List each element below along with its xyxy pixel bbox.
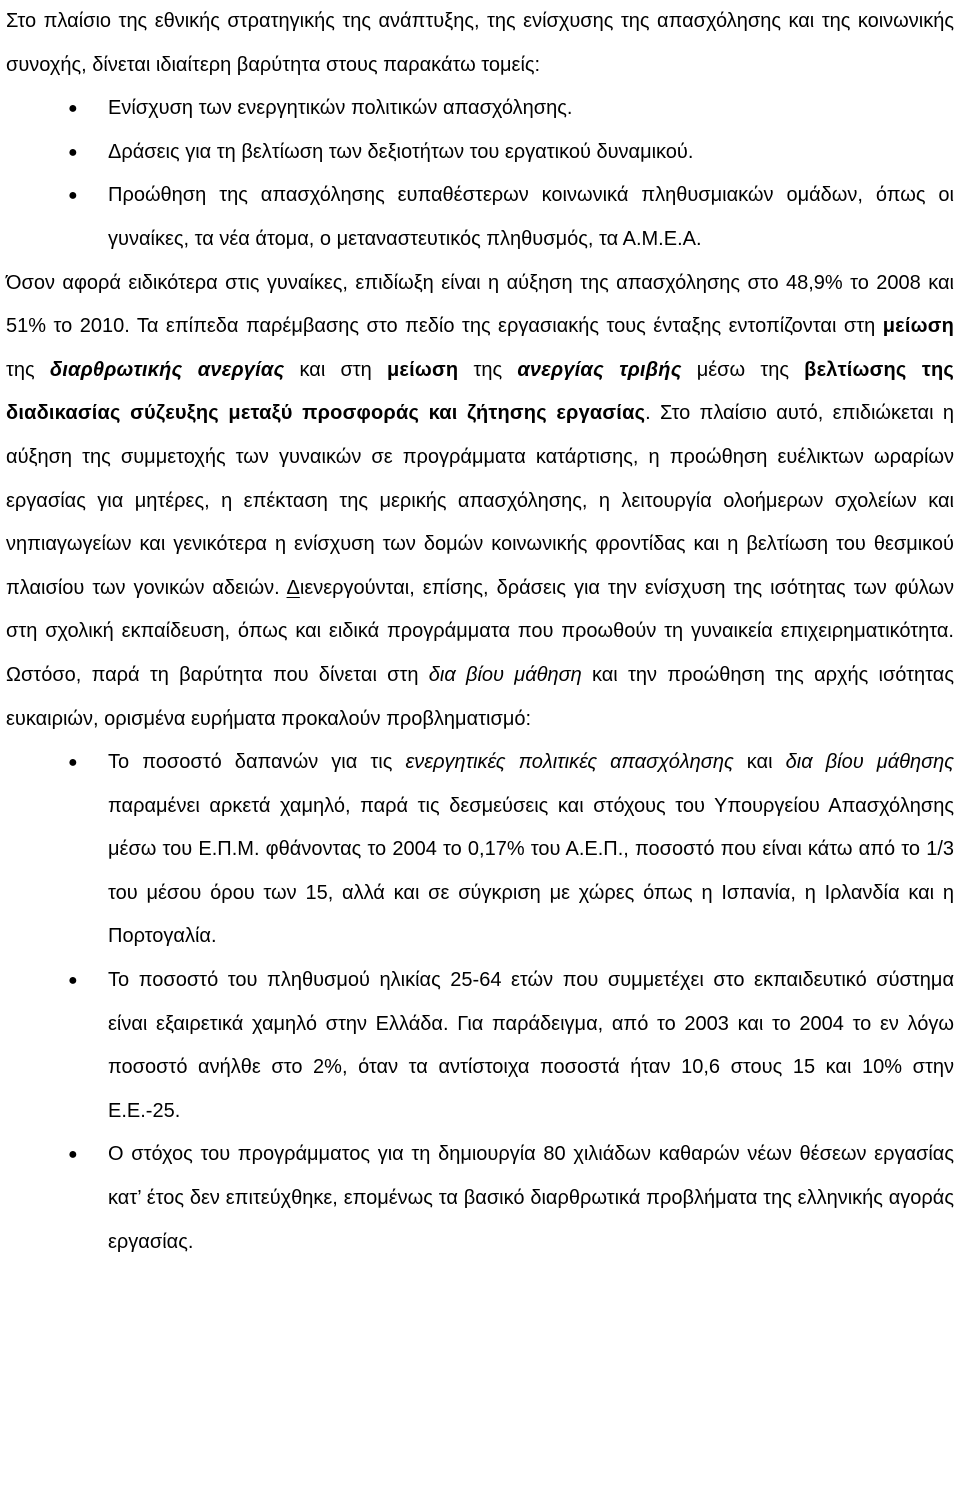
list-item — [6, 131, 954, 175]
priority-list — [6, 87, 954, 261]
list-item-text: Ο στόχος του προγράμματος για τη δημιουργία 80 χιλιάδων καθαρών νέων θέσεων εργασίας κατ’ έτος δεν επιτεύχθηκε, επομένως τα βασικό διαρθρωτικά προβλήματα της ελληνικής αγοράς εργασίας. — [108, 1143, 954, 1253]
text-run: και στη — [284, 358, 387, 381]
italic-text: δια βίου μάθησης — [785, 751, 955, 774]
document-page — [6, 0, 954, 1264]
text-run: Όσον αφορά ειδικότερα στις γυναίκες, επιδίωξη είναι η αύξηση της απασχόλησης στο 48,9% το 2008 και 51% το 2010. Τα επίπεδα παρέμβασης στο πεδίο της εργασιακής τους ένταξης εντοπίζονται στη — [6, 271, 954, 338]
text-run: . Στο πλαίσιο αυτό, επιδιώκεται η αύξηση της συμμετοχής των γυναικών σε προγράμματα κατάρτισης, η προώθηση ευέλικτων ωραρίων εργασίας για μητέρες, η επέκταση της μερικής απασχόλησης, η λειτουργία ολοήμερων σχολείων και νηπιαγωγείων και γενικότερα η ενίσχυση των δομών κοινωνικής φροντίδας και η βελτίωση του θεσμικού πλαισίου των γονικών αδειών. — [6, 402, 954, 599]
text-run: της — [458, 358, 518, 381]
list-item — [6, 174, 954, 261]
text-run: της — [6, 358, 50, 381]
women-employment-paragraph — [6, 262, 954, 742]
list-item — [6, 959, 954, 1133]
text-run: και — [733, 751, 786, 774]
list-item — [6, 741, 954, 959]
italic-text: δια βίου μάθηση — [428, 663, 582, 686]
bullet-dot-icon: ● — [68, 972, 78, 990]
text-run: μέσω της — [681, 358, 805, 381]
text-run: Το ποσοστό δαπανών για τις — [108, 751, 406, 774]
list-item-text — [108, 751, 954, 947]
bold-italic-text: διαρθρωτικής ανεργίας — [49, 358, 285, 381]
list-item-text: Το ποσοστό του πληθυσμού ηλικίας 25-64 ετών που συμμετέχει στο εκπαιδευτικό σύστημα είναι εξαιρετικά χαμηλό στην Ελλάδα. Για παράδειγμα, από το 2003 και το 2004 το εν λόγω ποσοστό ανήλθε στο 2%, όταν τα αντίστοιχα ποσοστά ήταν 10,6 στους 15 και 10% στην Ε.Ε.-25. — [108, 969, 954, 1122]
list-item-text: Ενίσχυση των ενεργητικών πολιτικών απασχόλησης. — [108, 97, 573, 120]
underlined-text: Δ — [286, 576, 300, 599]
text-run: ιενεργούνται, επίσης, δράσεις για την ενίσχυση της ισότητας των φύλων στη σχολική εκπαίδευση, όπως και ειδικά προγράμματα που προωθούν τη γυναικεία επιχειρηματικότητα. Ωστόσο, παρά τη βαρύτητα που δίνεται στη — [6, 576, 955, 686]
list-item-text: Προώθηση της απασχόλησης ευπαθέστερων κοινωνικά πληθυσμιακών ομάδων, όπως οι γυναίκες, τα νέα άτομα, ο μεταναστευτικός πληθυσμός, τα Α.Μ.Ε.Α. — [108, 184, 954, 250]
bullet-dot-icon: ● — [68, 754, 78, 772]
italic-text: ενεργητικές πολιτικές απασχόλησης — [405, 751, 734, 774]
text-run: παραμένει αρκετά χαμηλό, παρά τις δεσμεύσεις και στόχους του Υπουργείου Απασχόλησης μέσω του Ε.Π.Μ. φθάνοντας το 2004 το 0,17% του Α.Ε.Π., ποσοστό που είναι κάτω από το 1/3 του μέσου όρου των 15, αλλά και σε σύγκριση με χώρες όπως η Ισπανία, η Ιρλανδία και η Πορτογαλία. — [108, 794, 954, 948]
bullet-dot-icon: ● — [68, 100, 78, 118]
bold-text: μείωση — [387, 358, 459, 381]
findings-list — [6, 741, 954, 1264]
bullet-dot-icon: ● — [68, 1146, 78, 1164]
list-item — [6, 87, 954, 131]
list-item-text: Δράσεις για τη βελτίωση των δεξιοτήτων του εργατικού δυναμικού. — [108, 140, 694, 163]
bullet-dot-icon: ● — [68, 187, 78, 205]
bold-text: μείωση — [882, 315, 954, 338]
text-run: και την προώθηση της αρχής ισότητας ευκαιριών, ορισμένα ευρήματα προκαλούν προβληματισμό: — [6, 663, 954, 730]
bullet-dot-icon: ● — [68, 143, 78, 161]
bold-text: βελτίωσης της διαδικασίας σύζευξης μεταξύ προσφοράς και ζήτησης εργασίας — [6, 358, 954, 425]
intro-paragraph: Στο πλαίσιο της εθνικής στρατηγικής της ανάπτυξης, της ενίσχυσης της απασχόλησης και της κοινωνικής συνοχής, δίνεται ιδιαίτερη βαρύτητα στους παρακάτω τομείς: — [6, 10, 954, 76]
bold-italic-text: ανεργίας τριβής — [517, 358, 682, 381]
list-item — [6, 1133, 954, 1264]
